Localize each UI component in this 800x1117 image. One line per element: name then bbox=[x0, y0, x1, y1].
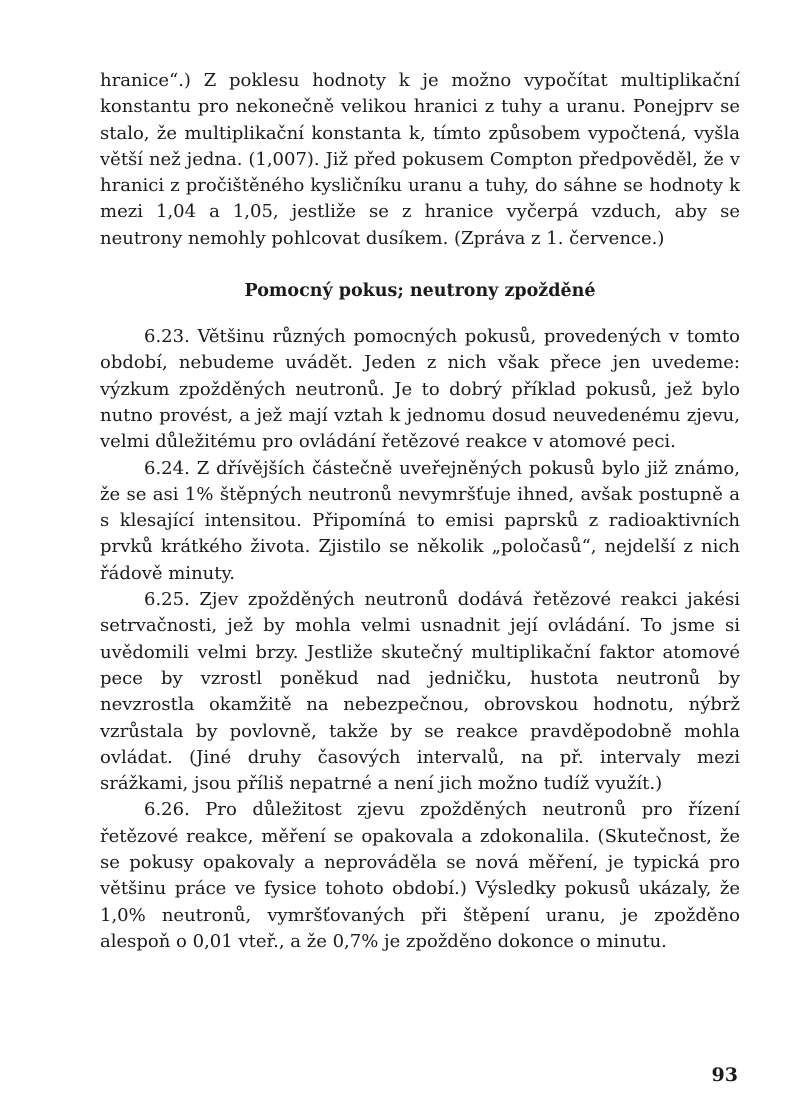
paragraph-6-26: 6.26. Pro důležitost zjevu zpožděných neutronů pro řízení řetězové reakce, měření se opakovala a zdokonalila. (Skutečnost, že se pokusy opakovaly a neprováděla se nová měření, je typická pro většinu práce ve fysice tohoto období.) Výsledky pokusů ukázaly, že 1,0% neutronů, vymršťovaných při štěpení uranu, je zpožděno alespoň o 0,01 vteř., a že 0,7% je zpožděno dokonce o minutu. bbox=[100, 799, 740, 952]
page-body bbox=[100, 68, 740, 955]
paragraph-6-24: 6.24. Z dřívějších částečně uveřejněných pokusů bylo již známo, že se asi 1% štěpných neutronů nevymršťuje ihned, avšak postupně a s klesající intensitou. Připomíná to emisi paprsků z radioaktivních prvků krátkého života. Zjistilo se několik „poločasů“, nejdelší z nich řádově minuty. bbox=[100, 457, 740, 584]
paragraph-continuation: hranice“.) Z poklesu hodnoty k je možno vypočítat multiplikační konstantu pro nekonečně velikou hranici z tuhy a uranu. Ponejprv se stalo, že multiplikační konstanta k, tímto způsobem vypočtená, vyšla větší než jedna. (1,007). Již před pokusem Compton předpověděl, že v hranici z pročištěného kysličníku uranu a tuhy, do sáhne se hodnoty k mezi 1,04 a 1,05, jestliže se z hranice vyčerpá vzduch, aby se neutrony nemohly pohlcovat dusíkem. (Zpráva z 1. července.) bbox=[100, 70, 740, 249]
page-number: 93 bbox=[711, 1064, 738, 1086]
section-heading: Pomocný pokus; neutrony zpožděné bbox=[244, 281, 596, 302]
paragraph-6-25: 6.25. Zjev zpožděných neutronů dodává řetězové reakci jakési setrvačnosti, jež by mohla velmi usnadnit její ovládání. To jsme si uvědomili velmi brzy. Jestliže skutečný multiplikační faktor atomové pece by vzrostl poněkud nad jedničku, hustota neutronů by nevzrostla okamžitě na nebezpečnou, obrovskou hodnotu, nýbrž vzrůstala by povlovně, takže by se reakce pravděpodobně mohla ovládat. (Jiné druhy časových intervalů, na př. intervaly mezi srážkami, jsou příliš nepatrné a není jich možno tudíž využít.) bbox=[100, 589, 740, 795]
paragraph-6-23: 6.23. Většinu různých pomocných pokusů, provedených v tomto období, nebudeme uvádět. Jeden z nich však přece jen uvedeme: výzkum zpožděných neutronů. Je to dobrý příklad pokusů, jež bylo nutno provést, a jež mají vztah k jednomu dosud neuvedenému zjevu, velmi důležitému pro ovládání řetězové reakce v atomové peci. bbox=[100, 326, 740, 453]
